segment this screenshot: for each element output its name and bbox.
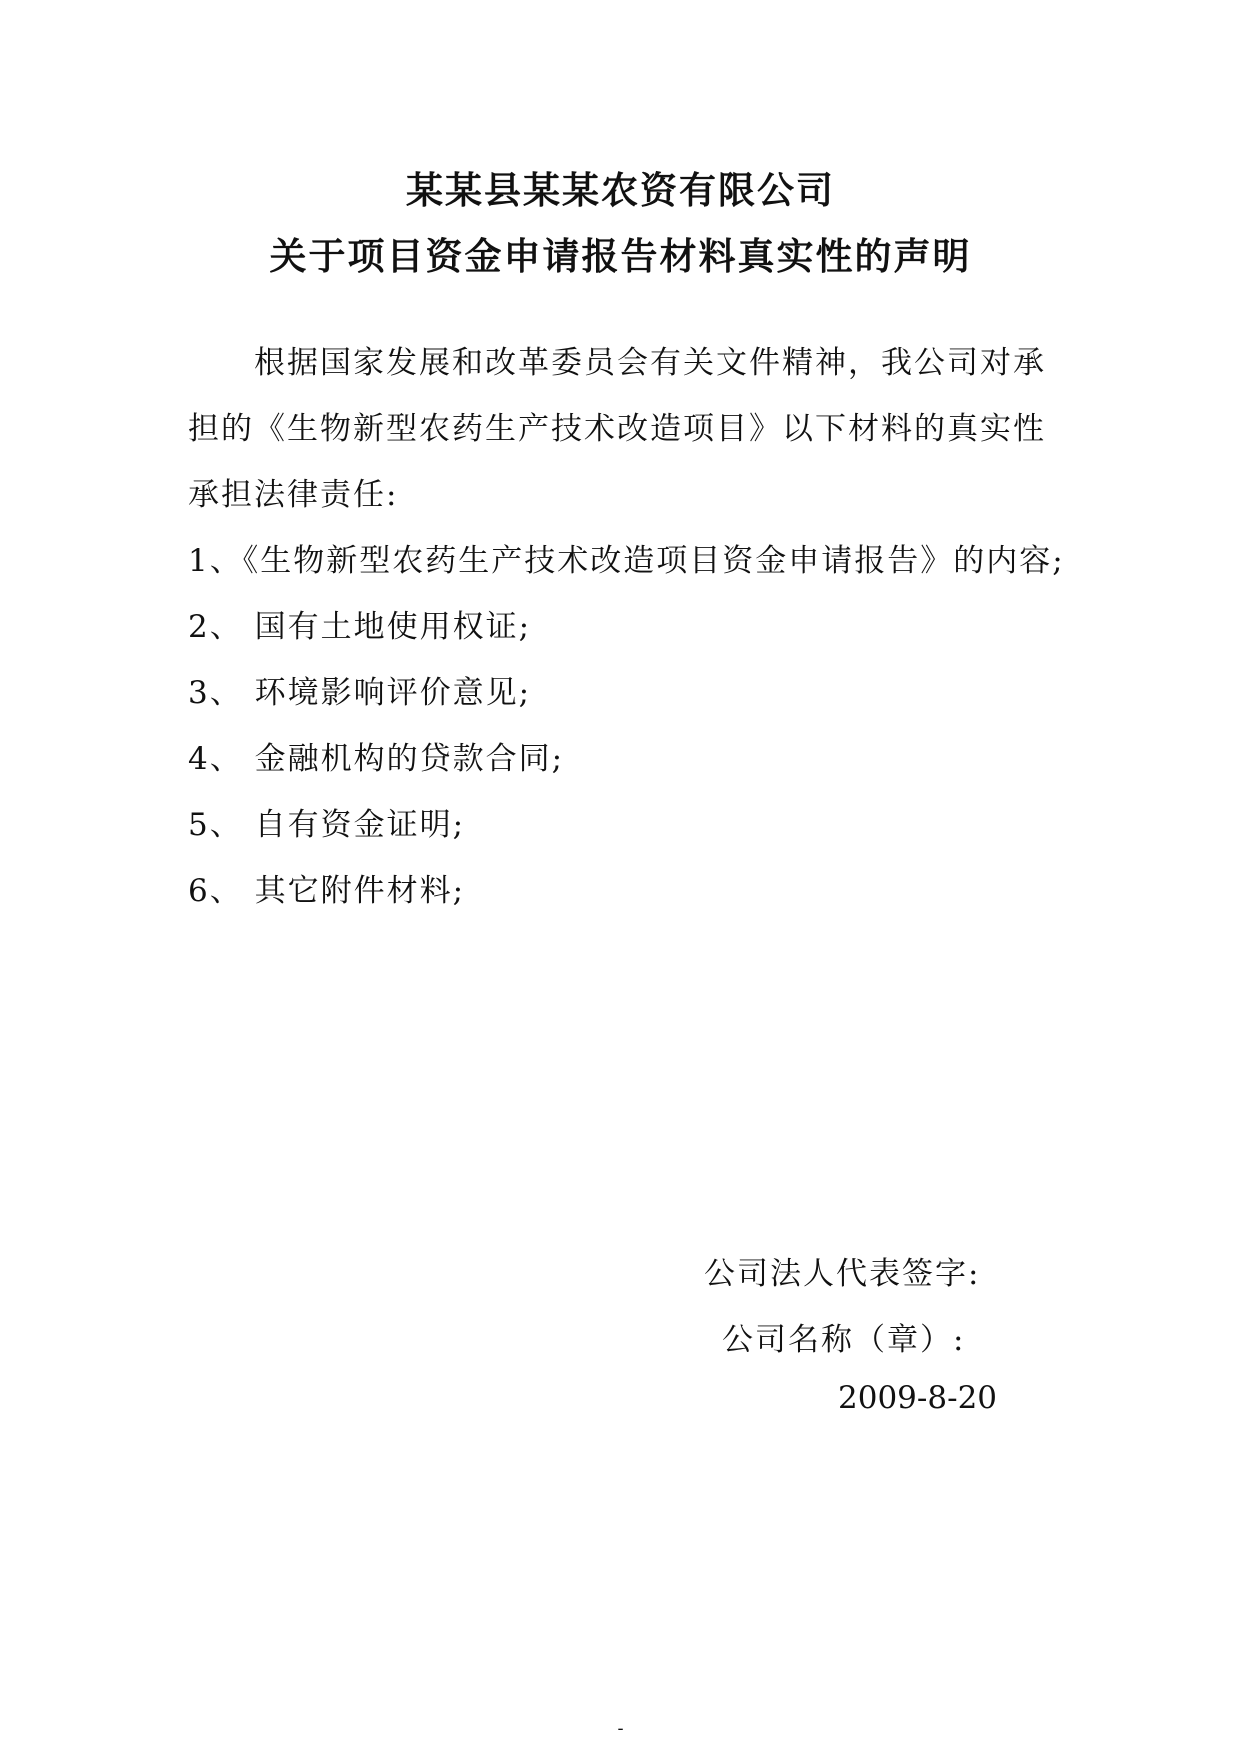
signature-representative: 公司法人代表签字: — [704, 1256, 981, 1292]
list-item: 2、 国有土地使用权证; — [188, 609, 532, 645]
signature-date: 2009-8-20 — [838, 1380, 998, 1416]
list-item: 4、 金融机构的贷款合同; — [188, 741, 565, 777]
materials-list — [188, 528, 1068, 924]
list-item: 1、《生物新型农药生产技术改造项目资金申请报告》的内容; — [188, 543, 1065, 579]
list-item: 6、 其它附件材料; — [188, 873, 466, 909]
document-title-statement: 关于项目资金申请报告材料真实性的声明 — [269, 235, 972, 278]
page-footer: - — [617, 1718, 624, 1739]
list-item: 5、 自有资金证明; — [188, 807, 466, 843]
intro-paragraph: 根据国家发展和改革委员会有关文件精神，我公司对承担的《生物新型农药生产技术改造项目》以下材料的真实性承担法律责任: — [188, 345, 1046, 513]
list-item: 3、 环境影响评价意见; — [188, 675, 532, 711]
document-title-company: 某某县某某农资有限公司 — [406, 169, 835, 212]
signature-company: 公司名称（章）: — [722, 1322, 966, 1358]
